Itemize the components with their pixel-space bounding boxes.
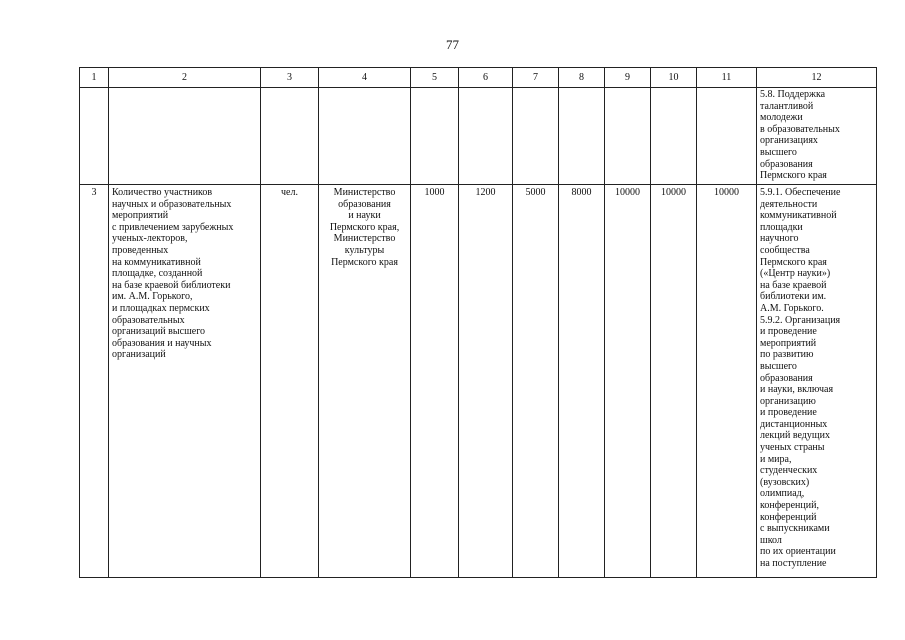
cell-activities: 5.8. Поддержка талантливой молодежи в образовательных организациях высшего образования Пермского края	[757, 88, 877, 185]
table-row	[80, 88, 877, 185]
cell-value	[559, 88, 605, 185]
cell-number	[80, 88, 109, 185]
header-row	[80, 68, 877, 88]
cell-responsible: Министерство образования и науки Пермского края, Министерство культуры Пермского края	[319, 185, 411, 578]
cell-value: 5000	[513, 185, 559, 578]
page-number: 77	[446, 37, 459, 52]
cell-unit: чел.	[261, 185, 319, 578]
cell-value	[513, 88, 559, 185]
cell-value: 1000	[411, 185, 459, 578]
header-cell: 11	[697, 68, 757, 88]
cell-responsible	[319, 88, 411, 185]
header-cell: 5	[411, 68, 459, 88]
table-row	[80, 185, 877, 578]
header-cell: 4	[319, 68, 411, 88]
header-cell: 1	[80, 68, 109, 88]
header-cell: 7	[513, 68, 559, 88]
cell-value	[651, 88, 697, 185]
cell-value	[459, 88, 513, 185]
cell-value: 10000	[605, 185, 651, 578]
cell-value: 10000	[651, 185, 697, 578]
header-cell: 2	[109, 68, 261, 88]
header-cell: 9	[605, 68, 651, 88]
header-cell: 12	[757, 68, 877, 88]
cell-value: 8000	[559, 185, 605, 578]
cell-value: 1200	[459, 185, 513, 578]
cell-activities: 5.9.1. Обеспечение деятельности коммуникативной площадки научного сообщества Пермского края («Центр науки») на базе краевой библиотеки им. А.М. Горького. 5.9.2. Организация и проведение мероприятий по развитию высшего образования и науки, включая организацию и проведение дистанционных лекций ведущих ученых страны и мира, студенческих (вузовских) олимпиад, конференций, конференций с выпускниками школ по их ориентации на поступление	[757, 185, 877, 578]
header-cell: 8	[559, 68, 605, 88]
cell-indicator	[109, 88, 261, 185]
header-cell: 10	[651, 68, 697, 88]
cell-value	[697, 88, 757, 185]
header-cell: 3	[261, 68, 319, 88]
cell-value: 10000	[697, 185, 757, 578]
cell-value	[411, 88, 459, 185]
cell-indicator: Количество участников научных и образовательных мероприятий с привлечением зарубежных ученых-лекторов, проведенных на коммуникативной площадке, созданной на базе краевой библиотеки им. А.М. Горького, и площадках пермских образовательных организаций высшего образования и научных организаций	[109, 185, 261, 578]
cell-value	[605, 88, 651, 185]
cell-number: 3	[80, 185, 109, 578]
header-cell: 6	[459, 68, 513, 88]
data-table	[79, 67, 877, 578]
cell-unit	[261, 88, 319, 185]
